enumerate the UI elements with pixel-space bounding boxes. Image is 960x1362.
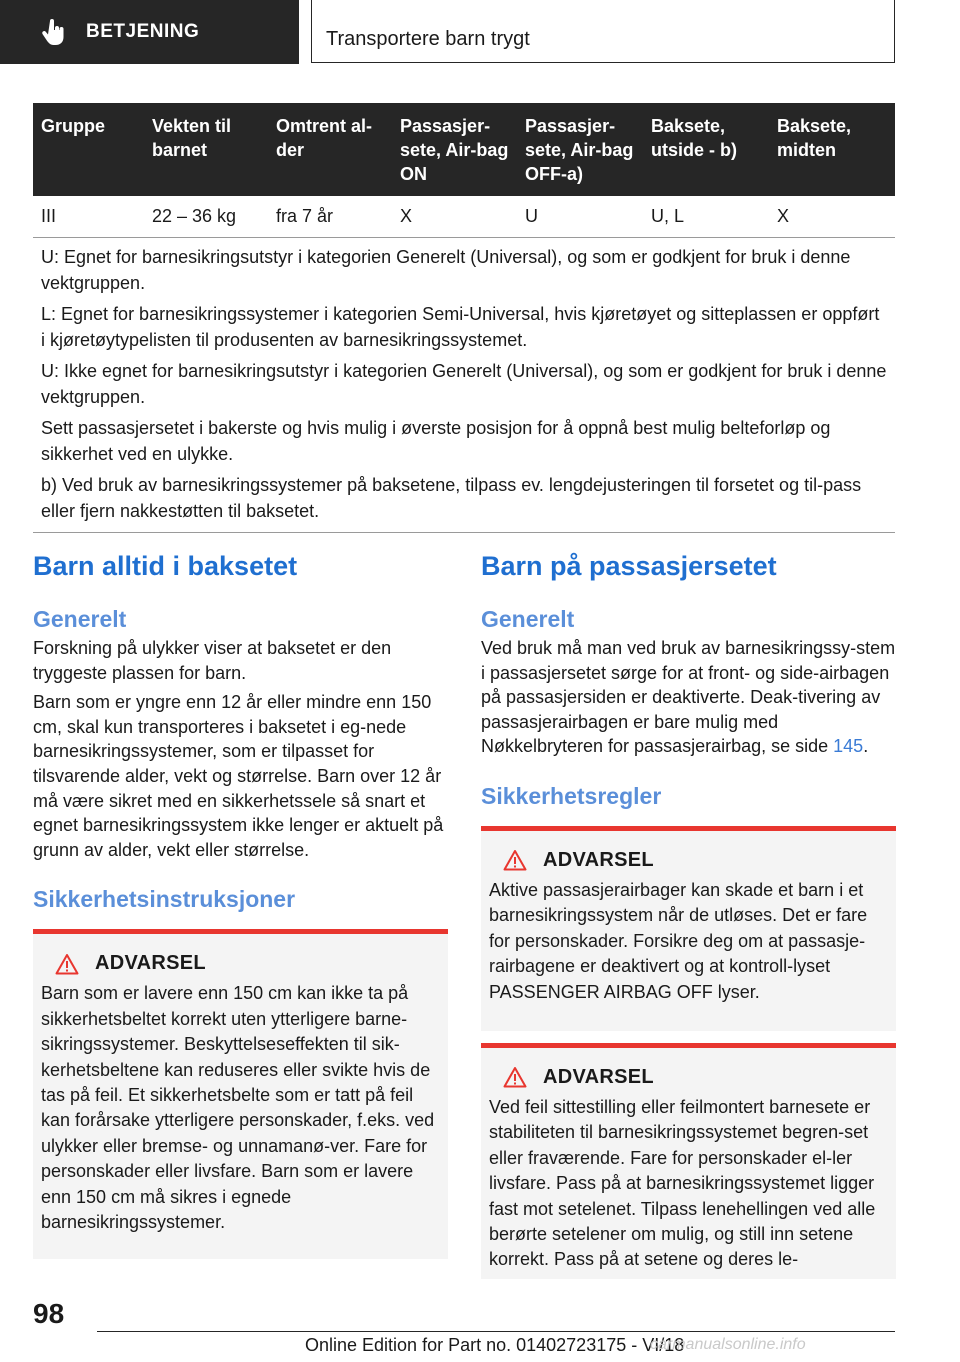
body-text: . [863, 736, 869, 757]
subsection-heading: Generelt [481, 606, 575, 632]
column-header: Omtrent al-der [268, 103, 392, 196]
footer-edition: Online Edition for Part no. 01402723175 - VI/18 [305, 1335, 685, 1355]
safety-heading: Sikkerhetsinstruksjoner [33, 886, 296, 913]
table-cell: X [769, 196, 895, 238]
table-header-row [33, 103, 895, 196]
table-cell: U [517, 196, 643, 238]
table-cell: 22 – 36 kg [144, 196, 268, 238]
column-header: Vekten til barnet [144, 103, 268, 196]
safety-heading: Sikkerhetsregler [481, 782, 662, 809]
warning-label: ADVARSEL [95, 952, 206, 975]
warning-header [41, 952, 440, 975]
table-notes [33, 238, 895, 533]
warning-label: ADVARSEL [543, 848, 654, 871]
column-header: Passasjer-sete, Air-bag OFF-a) [517, 103, 643, 196]
hand-pointer-icon [40, 18, 68, 46]
table-note: Sett passasjersetet i bakerste og hvis mulig i øverste posisjon for å oppnå best mulig belteforløp og sikkerhet ved en ulykke. [41, 418, 831, 464]
table-note: U: Ikke egnet for barnesikringsutstyr i kategorien Generelt (Universal), og som er godkjent for bruk i denne vektgruppen. [41, 361, 887, 407]
warning-triangle-icon [55, 953, 79, 975]
footer-rule [97, 1331, 895, 1332]
warning-triangle-icon [503, 1066, 527, 1088]
warning-text: Ved feil sittestilling eller feilmontert barnesete er stabiliteten til barnesikringssystemet begren-set eller fraværende. Fare for personskader el-ler livsfare. Pass på at barnesikringssystemet ligger fast mot setelenet. Tilpass lenehellingen ved alle berørte setelener om mulig, og still inn setene korrekt. Pass på at setene og deres le- [489, 1096, 876, 1270]
warning-header [489, 1066, 888, 1089]
table-notes-row [33, 238, 895, 533]
warning-triangle-icon [503, 849, 527, 871]
table-cell: X [392, 196, 517, 238]
body-text: Ved bruk må man ved bruk av barnesikringssy-stem i passasjersetet sørge for at front- og side-airbagen på passasjersiden er deaktiverte. Deak-tivering av passasjerairbagen er bare mulig med Nøkkelbryteren for passasjerairbag, se side [481, 638, 896, 757]
page-link[interactable]: 145 [833, 736, 864, 757]
table-row [33, 196, 895, 238]
chapter-title: Transportere barn trygt [326, 28, 530, 50]
column-header: Passasjer-sete, Air-bag ON [392, 103, 517, 196]
table-note: L: Egnet for barnesikringssystemer i kategorien Semi-Universal, hvis kjøretøyet og sitteplassen er oppført i kjøretøytypelisten til produsenten av barnesikringssystemet. [41, 304, 880, 350]
column-header: Baksete, midten [769, 103, 895, 196]
section-label: BETJENING [86, 21, 200, 42]
table-note: U: Egnet for barnesikringsutstyr i kategorien Generelt (Universal), og som er godkjent for bruk i denne vektgruppen. [41, 247, 851, 293]
warning-text: Aktive passasjerairbager kan skade et barn i et barnesikringssystem når de utløses. Det er fare for personskader. Forsikre deg om at passasje-rairbagene er deaktivert og at kontroll-lyset PASSENGER AIRBAG OFF lyser. [489, 879, 868, 1002]
left-column [33, 550, 448, 1259]
subsection-heading: Generelt [33, 606, 127, 632]
body-paragraph [481, 636, 896, 759]
page-number: 98 [33, 1298, 65, 1329]
column-header: Gruppe [33, 103, 144, 196]
warning-text: Barn som er lavere enn 150 cm kan ikke ta på sikkerhetsbeltet korrekt uten ytterligere barne-sikringssystemer. Beskyttelseseffekten til sik-kerhetsbeltene kan reduseres eller svikte hvis de tas på feil. Et sikkerhetsbelte som er tatt på feil kan forårsake ytterligere personskader, f.eks. ved ulykker eller bremse- og unnamanø-ver. Fare for personskader eller livsfare. Barn som er lavere enn 150 cm må sikres i egnede barnesikringssystemer. [41, 983, 435, 1232]
warning-label: ADVARSEL [543, 1065, 654, 1088]
table-cell: U, L [643, 196, 769, 238]
body-paragraph: Forskning på ulykker viser at baksetet er den tryggeste plassen for barn. [33, 638, 392, 683]
body-paragraph: Barn som er yngre enn 12 år eller mindre enn 150 cm, skal kun transporteres i baksetet i eg-nede barnesikringssystemer, som er tilpasset for tilsvarende alder, vekt og størrelse. Barn over 12 år må være sikret med en sikkerhetssele så snart et egnet barnesikringssystem ikke lenger er aktuelt på grunn av alder, vekt eller størrelse. [33, 692, 444, 860]
section-heading: Barn på passasjersetet [481, 551, 777, 581]
section-heading: Barn alltid i baksetet [33, 551, 298, 581]
warning-header [489, 849, 888, 872]
table-cell: III [33, 196, 144, 238]
warning-box [481, 826, 896, 1031]
warning-box [481, 1043, 896, 1279]
warning-box [33, 929, 448, 1259]
column-header: Baksete, utside - b) [643, 103, 769, 196]
child-seat-table [33, 103, 895, 533]
table-cell: fra 7 år [268, 196, 392, 238]
right-column [481, 550, 896, 1279]
watermark: carmanualsonline.info [650, 1336, 806, 1353]
table-note: b) Ved bruk av barnesikringssystemer på baksetene, tilpass ev. lengdejusteringen til forsetet og til-pass eller fjern nakkestøtten til baksetet. [41, 475, 862, 521]
section-tab [0, 0, 299, 64]
